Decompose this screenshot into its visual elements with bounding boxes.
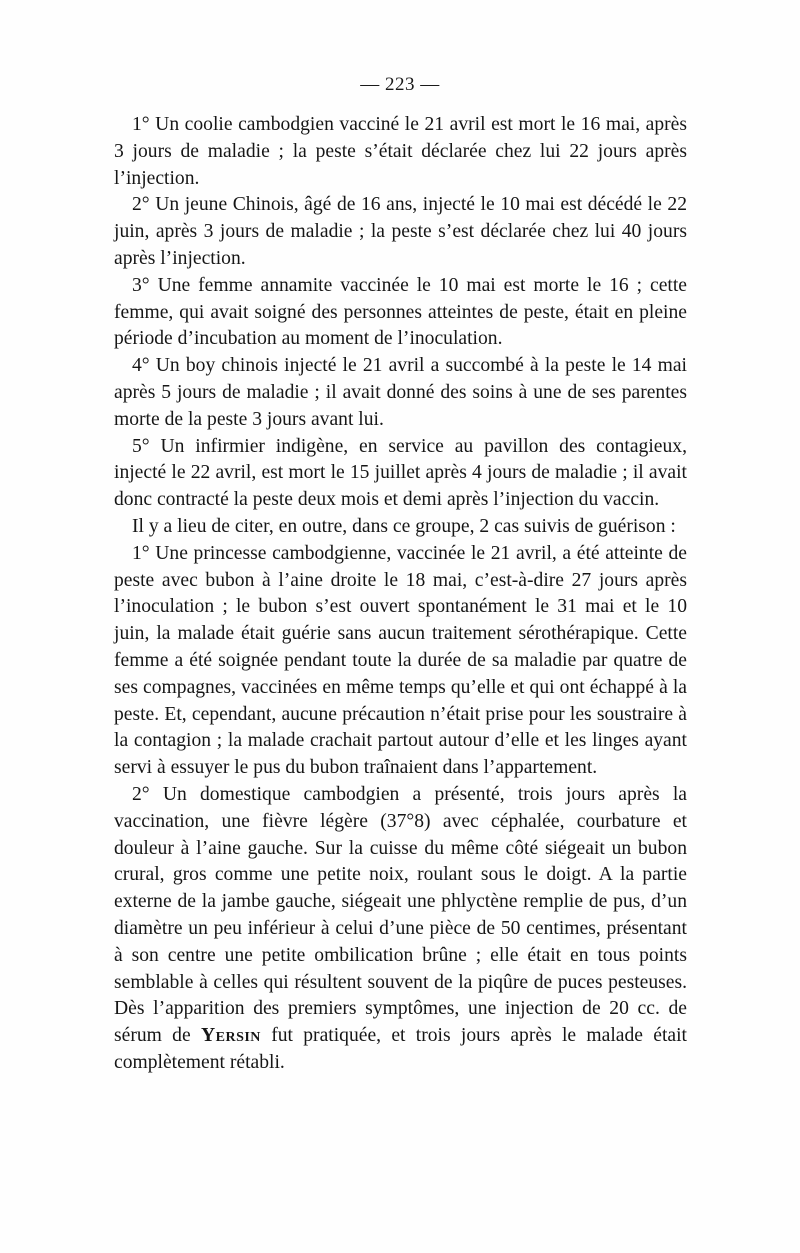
page-number: — 223 — [360,74,440,95]
paragraph-case-3: 3° Une femme annamite vaccinée le 10 mai est morte le 16 ; cette femme, qui avait soigné des personnes atteintes de peste, était en pleine période d’incubation au moment de l’inoculation. [114,274,687,350]
paragraph-recovery-1: 1° Une princesse cambodgienne, vaccinée le 21 avril, a été atteinte de peste avec bubon à l’aine droite le 18 mai, c’est-à-dire 27 jours après l’inoculation ; le bubon s’est ouvert spontanément le 31 mai et le 10 juin, la malade était guérie sans aucun traitement sérothérapique. Cette femme a été soignée pendant toute la durée de sa maladie par quatre de ses compagnes, vaccinées en même temps qu’elle et qui ont échappé à la peste. Et, cependant, aucune précaution n’était prise pour les soustraire à la contagion ; la malade crachait partout autour d’elle et les linges ayant servi à essuyer le pus du bubon traînaient dans l’appartement. [114,542,687,779]
paragraph-case-2: 2° Un jeune Chinois, âgé de 16 ans, injecté le 10 mai est décédé le 22 juin, après 3 jours de maladie ; la peste s’est déclarée chez lui 40 jours après l’injection. [114,194,687,269]
paragraph-recovery-2 [114,782,687,1077]
paragraph-case-1: 1° Un coolie cambodgien vacciné le 21 avril est mort le 16 mai, après 3 jours de maladie ; la peste s’était déclarée chez lui 22 jours après l’injection. [114,114,687,189]
paragraph-recovery-2-tail: fut pratiquée, et trois jours après le malade était complètement rétabli. [114,1025,687,1073]
paragraph-intro-recovery: Il y a lieu de citer, en outre, dans ce groupe, 2 cas suivis de guérison : [132,515,676,537]
paragraph-case-5: 5° Un infirmier indigène, en service au pavillon des contagieux, injecté le 22 avril, est mort le 15 juillet après 4 jours de maladie ; il avait donc contracté la peste deux mois et demi après l’injection du vaccin. [114,435,687,511]
paragraph-case-4: 4° Un boy chinois injecté le 21 avril a succombé à la peste le 14 mai après 5 jours de maladie ; il avait donné des soins à une de ses parentes morte de la peste 3 jours avant lui. [114,355,687,430]
author-name: Yersin [200,1025,261,1047]
paragraph-recovery-2-body: 2° Un domestique cambodgien a présenté, trois jours après la vaccination, une fièvre légère (37°8) avec céphalée, courbature et douleur à l’aine gauche. Sur la cuisse du même côté siégeait un bubon crural, gros comme une petite noix, roulant sous le doigt. A la partie externe de la jambe gauche, siégeait une phlyctène remplie de pus, d’un diamètre un peu inférieur à celui d’une pièce de 50 centimes, présentant à son centre une petite ombilication brûne ; elle était en tous points semblable à celles qui résultent souvent de la piqûre de puces pesteuses. Dès l’apparition des premiers symptômes, une injection de 20 cc. de sérum de [114,783,687,1047]
body-text [114,112,687,1077]
